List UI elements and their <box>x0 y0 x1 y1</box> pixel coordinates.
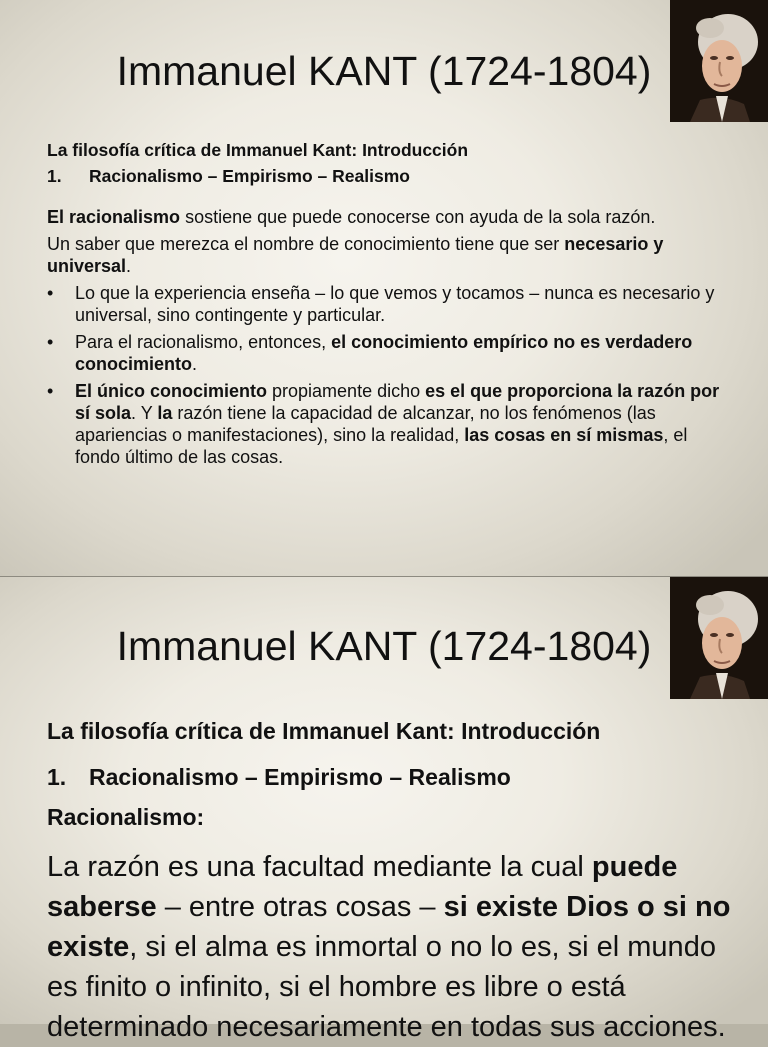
bullet-icon: • <box>47 283 54 303</box>
paragraph-saber <box>47 233 737 277</box>
bullet-3-t2: . Y <box>131 403 158 423</box>
p2-bold: necesario y universal <box>47 234 664 276</box>
bullet-item-3 <box>47 380 737 468</box>
bullet-item-1 <box>47 282 737 326</box>
slide-body <box>47 136 737 473</box>
bullet-2-end: . <box>192 354 198 374</box>
bullet-3-t3: razón tiene la capacidad de alcanzar, no los fenómenos (las apariencias o manifestaciones), sino la realidad, <box>75 403 656 445</box>
bullet-3-b4: las cosas en sí mismas <box>464 425 664 445</box>
t2: – entre otras cosas – <box>156 891 444 923</box>
item-number: 1. <box>47 166 62 186</box>
t3: , si el alma es inmortal o no lo es, si el mundo es finito o infinito, si el hombre es libre o está determinado necesariamente en todas sus acciones. <box>47 931 726 1043</box>
slide-subtitle: La filosofía crítica de Immanuel Kant: Introducción <box>47 140 469 160</box>
bullet-3-t1: propiamente dicho <box>267 381 426 401</box>
bullet-icon: • <box>47 332 54 352</box>
bullet-list <box>47 282 737 468</box>
slide-2 <box>0 577 768 1043</box>
item-text: Racionalismo – Empirismo – Realismo <box>89 166 410 186</box>
bullet-3-b1: El único conocimiento <box>75 381 268 401</box>
slide-subtitle: La filosofía crítica de Immanuel Kant: Introducción <box>47 718 601 744</box>
b2: si existe Dios o si no existe <box>47 891 731 963</box>
p1-rest: sostiene que puede conocerse con ayuda de la sola razón. <box>180 207 656 227</box>
numbered-item <box>47 164 737 188</box>
bullet-icon: • <box>47 381 54 401</box>
bullet-3-t4: , el fondo último de las cosas. <box>75 425 688 467</box>
bullet-item-2 <box>47 331 737 375</box>
slide-title: Immanuel KANT (1724-1804) <box>116 48 652 94</box>
slide-title: Immanuel KANT (1724-1804) <box>116 623 652 669</box>
p2-start: Un saber que merezca el nombre de conocimiento tiene que ser <box>47 234 565 254</box>
slide-body <box>47 715 747 1047</box>
paragraph-razon <box>47 847 747 1047</box>
item-number: 1. <box>47 764 67 790</box>
paragraph-racionalismo <box>47 206 737 228</box>
p2-end: . <box>126 256 132 276</box>
bullet-3-b2: es el que proporciona la razón por sí sola <box>75 381 720 423</box>
section-heading: Racionalismo: <box>47 804 205 830</box>
item-text: Racionalismo – Empirismo – Realismo <box>89 764 511 790</box>
bullet-1-text: Lo que la experiencia enseña – lo que vemos y tocamos – nunca es necesario y universal, sino contingente y particular. <box>75 283 715 325</box>
bullet-2-start: Para el racionalismo, entonces, <box>75 332 332 352</box>
bullet-3-b3: la <box>157 403 173 423</box>
bullet-2-bold: el conocimiento empírico no es verdadero conocimiento <box>75 332 693 374</box>
b1: puede saberse <box>47 851 678 923</box>
t1: La razón es una facultad mediante la cual <box>47 851 592 883</box>
numbered-item <box>47 761 747 793</box>
p1-bold: El racionalismo <box>47 207 181 227</box>
